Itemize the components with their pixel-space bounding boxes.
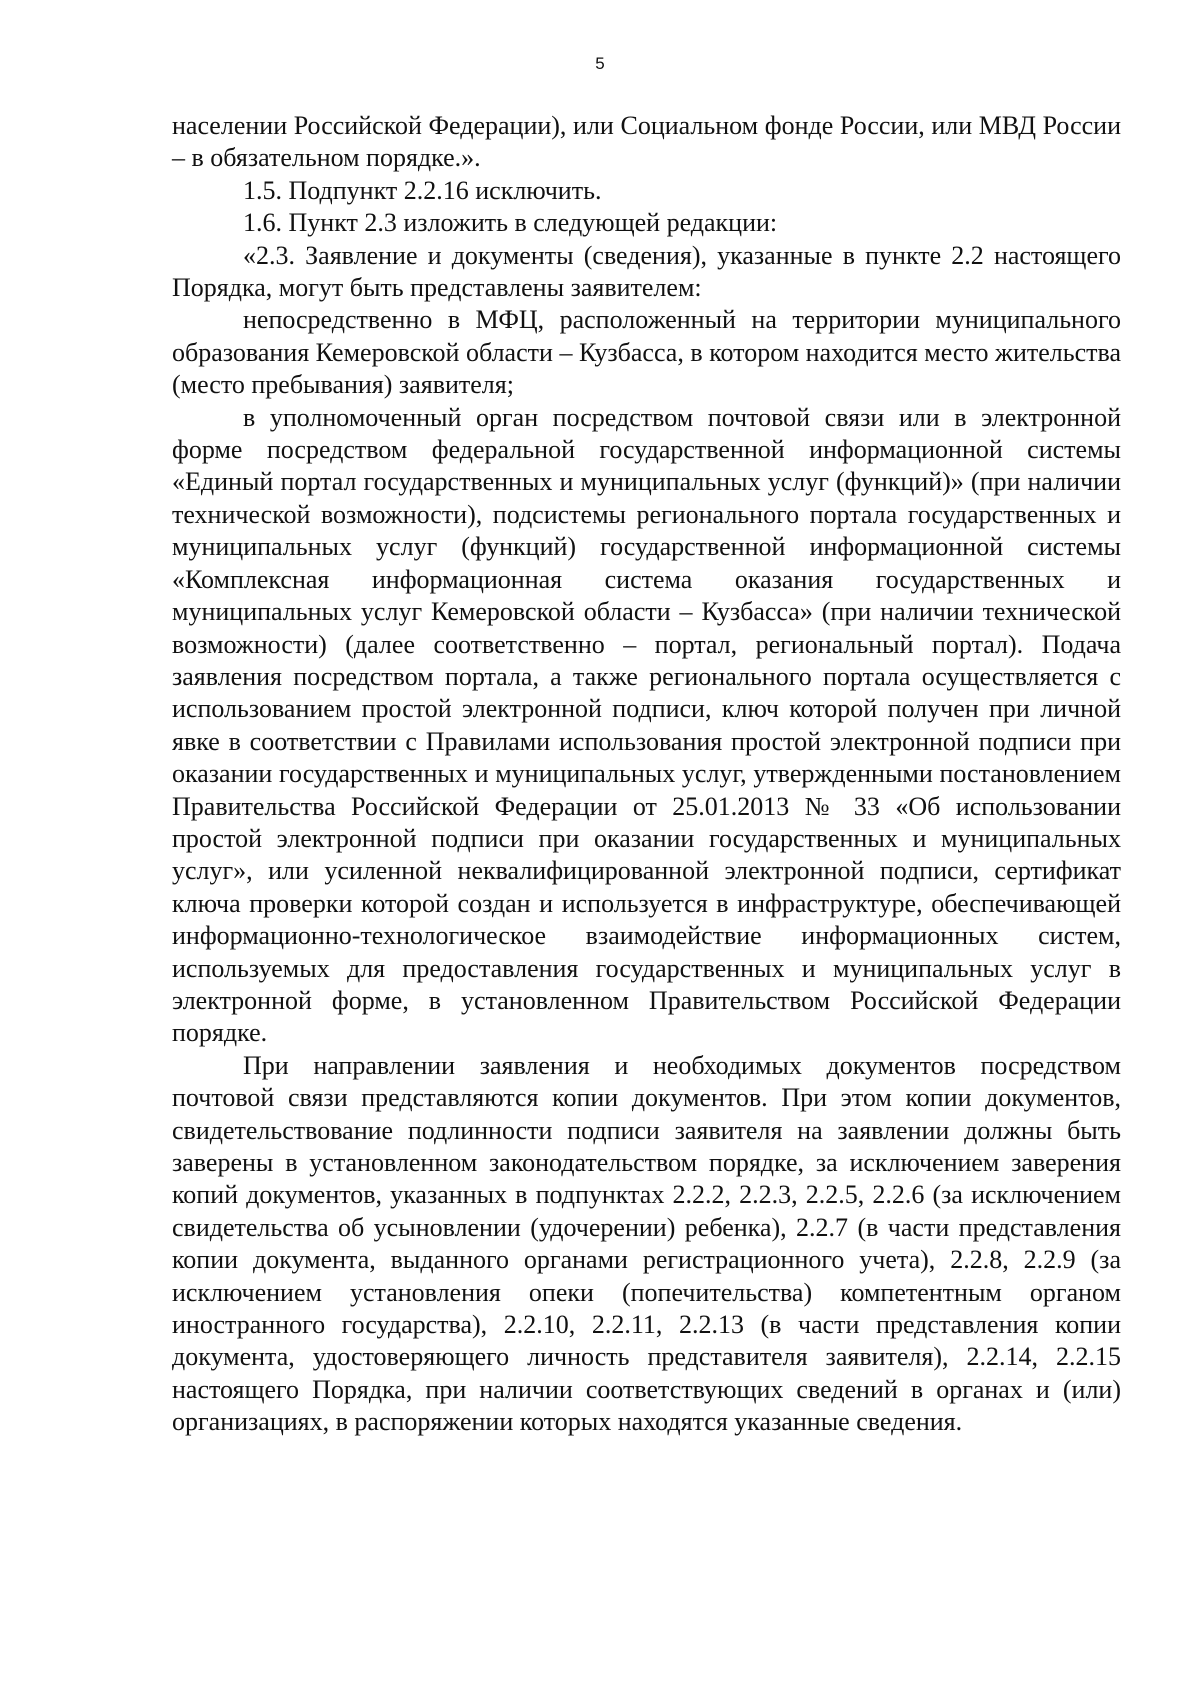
paragraph-continuation: населении Российской Федерации), или Социальном фонде России, или МВД России – в обязательном порядке.». <box>172 111 1121 173</box>
document-body <box>172 110 1121 1439</box>
page-number: 5 <box>595 54 605 73</box>
paragraph-postal-submission: При направлении заявления и необходимых документов посредством почтовой связи представляются копии документов. При этом копии документов, свидетельствование подлинности подписи заявителя на заявлении должны быть заверены в установленном законодательством порядке, за исключением заверения копий документов, указанных в подпунктах 2.2.2, 2.2.3, 2.2.5, 2.2.6 (за исключением свидетельства об усыновлении (удочерении) ребенка), 2.2.7 (в части представления копии документа, выданного органами регистрационного учета), 2.2.8, 2.2.9 (за исключением установления опеки (попечительства) компетентным органом иностранного государства), 2.2.10, 2.2.11, 2.2.13 (в части представления копии документа, удостоверяющего личность представителя заявителя), 2.2.14, 2.2.15 настоящего Порядка, при наличии соответствующих сведений в органах и (или) организациях, в распоряжении которых находятся указанные сведения. <box>172 1050 1121 1437</box>
paragraph-item-1-5: 1.5. Подпункт 2.2.16 исключить. <box>243 175 602 205</box>
paragraph-clause-2-3: «2.3. Заявление и документы (сведения), указанные в пункте 2.2 настоящего Порядка, могут быть представлены заявителем: <box>172 240 1121 303</box>
paragraph-item-1-6: 1.6. Пункт 2.3 изложить в следующей редакции: <box>243 208 778 238</box>
paragraph-mfc-submission: непосредственно в МФЦ, расположенный на территории муниципального образования Кемеровской области – Кузбасса, в котором находится место жительства (место пребывания) заявителя; <box>172 305 1121 400</box>
paragraph-portal-submission: в уполномоченный орган посредством почтовой связи или в электронной форме посредством федеральной государственной информационной системы «Единый портал государственных и муниципальных услуг (функций)» (при наличии технической возможности), подсистемы регионального портала государственных и муниципальных услуг (функций) государственной информационной системы «Комплексная информационная система оказания государственных и муниципальных услуг Кемеровской области – Кузбасса» (при наличии технической возможности) (далее соответственно – портал, региональный портал). Подача заявления посредством портала, а также регионального портала осуществляется с использованием простой электронной подписи, ключ которой получен при личной явке в соответствии с Правилами использования простой электронной подписи при оказании государственных и муниципальных услуг, утвержденными постановлением Правительства Российской Федерации от 25.01.2013 № 33 «Об использовании простой электронной подписи при оказании государственных и муниципальных услуг», или усиленной неквалифицированной электронной подписи, сертификат ключа проверки которой создан и используется в инфраструктуре, обеспечивающей информационно-технологическое взаимодействие информационных систем, используемых для предоставления государственных и муниципальных услуг в электронной форме, в установленном Правительством Российской Федерации порядке. <box>172 402 1121 1048</box>
